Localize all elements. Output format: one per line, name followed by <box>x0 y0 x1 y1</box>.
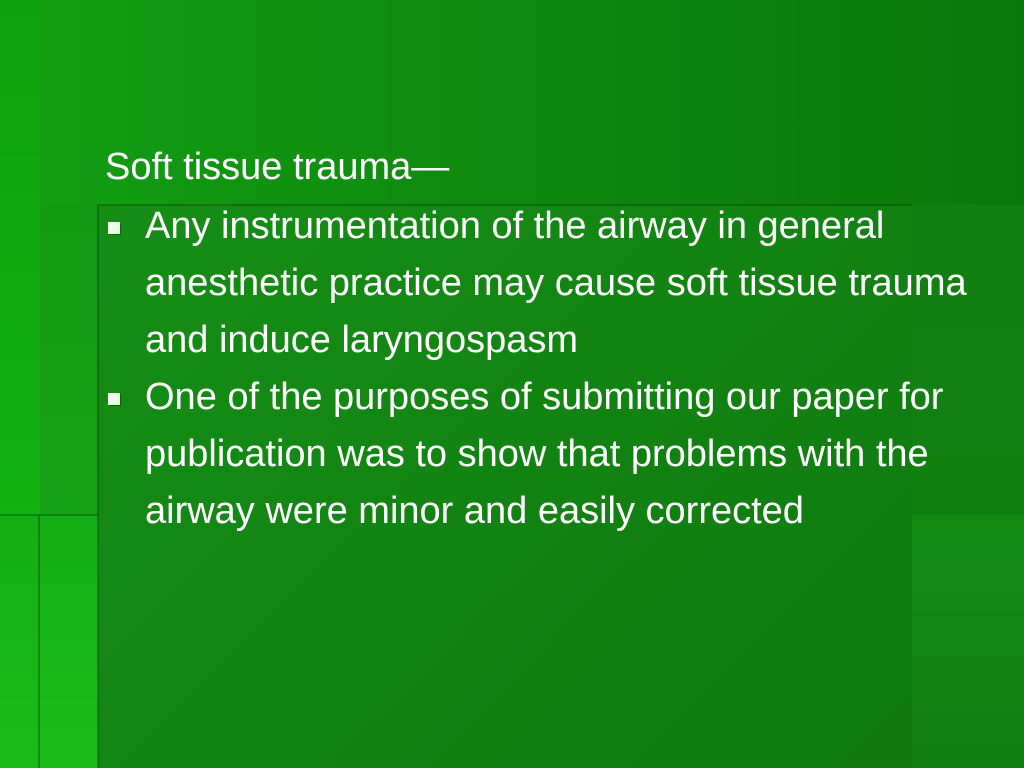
divider-line <box>38 515 40 768</box>
bullet-item <box>105 198 985 369</box>
slide-heading: Soft tissue trauma— <box>105 146 450 188</box>
decorative-right-lower-panel <box>912 515 1024 768</box>
divider-line <box>97 205 99 768</box>
bullet-text: One of the purposes of submitting our paper for publication was to show that problems with the airway were minor and easily corrected <box>145 376 944 532</box>
bullet-text: Any instrumentation of the airway in general anesthetic practice may cause soft tissue trauma and induce laryngospasm <box>145 205 967 361</box>
slide-content <box>105 140 985 540</box>
divider-line <box>0 514 98 516</box>
bullet-list <box>105 198 985 540</box>
square-bullet-icon <box>108 222 120 234</box>
decorative-lower-left-panel <box>0 515 98 768</box>
square-bullet-icon <box>108 393 120 405</box>
bullet-item <box>105 369 985 540</box>
